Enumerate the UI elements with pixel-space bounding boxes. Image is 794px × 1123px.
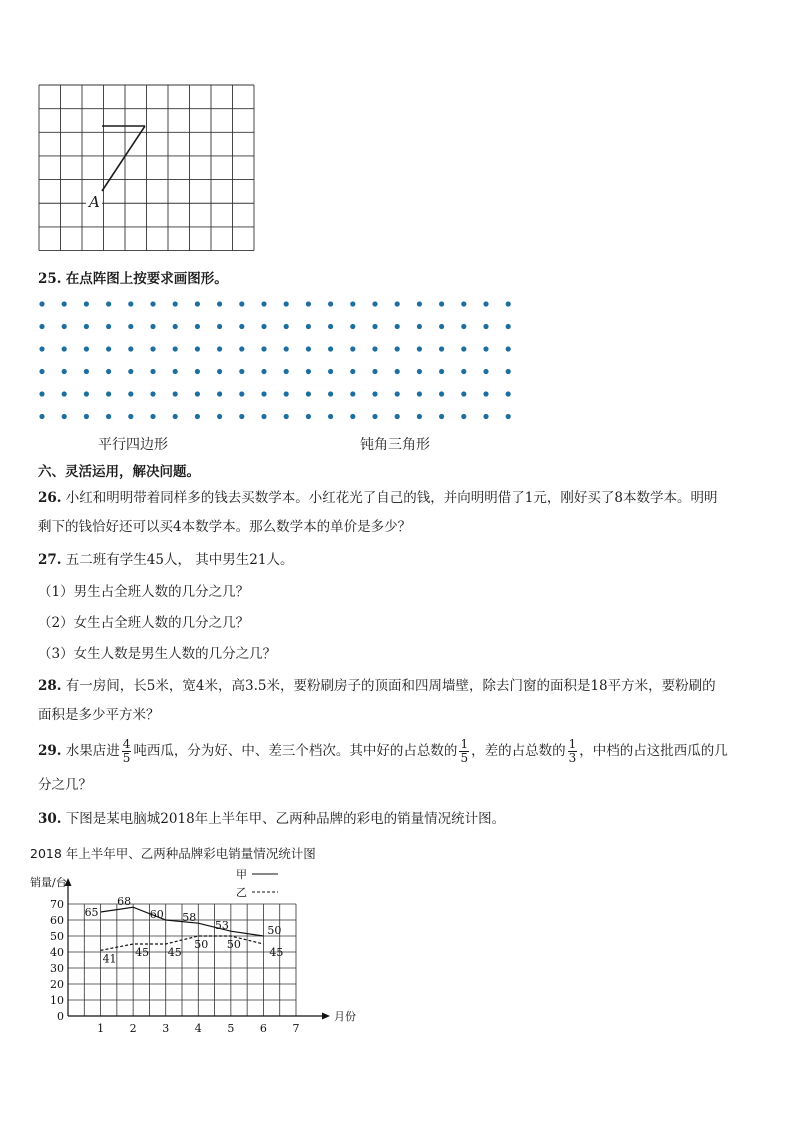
lattice-dot bbox=[128, 414, 133, 419]
lattice-dot bbox=[439, 324, 444, 329]
lattice-dot bbox=[261, 301, 266, 306]
lattice-dot bbox=[173, 369, 178, 374]
data-label: 65 bbox=[84, 906, 99, 919]
legend-label: 甲 bbox=[236, 868, 247, 881]
lattice-dot bbox=[284, 414, 289, 419]
lattice-dot bbox=[306, 369, 311, 374]
lattice-dot bbox=[306, 324, 311, 329]
lattice-dot bbox=[106, 369, 111, 374]
lattice-dot bbox=[106, 324, 111, 329]
lattice-dot bbox=[284, 346, 289, 351]
lattice-dot bbox=[84, 324, 89, 329]
question-27-sub1: （1）男生占全班人数的几分之几？ bbox=[38, 584, 250, 600]
caption-obtuse-triangle: 钝角三角形 bbox=[360, 437, 430, 453]
lattice-dot bbox=[439, 346, 444, 351]
lattice-dot bbox=[150, 414, 155, 419]
lattice-dot bbox=[84, 391, 89, 396]
lattice-dot bbox=[483, 301, 488, 306]
data-label: 60 bbox=[149, 908, 164, 921]
lattice-dot bbox=[150, 346, 155, 351]
lattice-dot bbox=[217, 369, 222, 374]
question-number: 28. bbox=[38, 678, 62, 694]
x-tick-label: 7 bbox=[292, 1022, 300, 1035]
lattice-dot bbox=[417, 369, 422, 374]
lattice-dot bbox=[506, 391, 511, 396]
lattice-dot bbox=[39, 369, 44, 374]
lattice-dot bbox=[461, 346, 466, 351]
lattice-dot bbox=[261, 346, 266, 351]
lattice-dot bbox=[173, 301, 178, 306]
sales-line-chart bbox=[28, 842, 356, 1042]
lattice-dot bbox=[84, 346, 89, 351]
question-29 bbox=[38, 736, 728, 766]
lattice-dot bbox=[261, 414, 266, 419]
fraction-one-third: $\frac{1}{3}$ bbox=[568, 737, 577, 765]
y-tick-label: 40 bbox=[50, 946, 64, 959]
question-27 bbox=[38, 551, 293, 569]
data-label: 53 bbox=[214, 919, 229, 933]
lattice-dot bbox=[62, 324, 67, 329]
fraction-four-fifths: $\frac{4}{5}$ bbox=[122, 737, 131, 765]
question-26-line2: 剩下的钱恰好还可以买4本数学本。那么数学本的单价是多少？ bbox=[38, 519, 412, 535]
x-tick-label: 6 bbox=[259, 1022, 267, 1035]
lattice-dot bbox=[106, 346, 111, 351]
lattice-dot bbox=[461, 414, 466, 419]
chart-title: 2018 年上半年甲、乙两种品牌彩电销量情况统计图 bbox=[30, 846, 316, 861]
fraction-one-fifth: $\frac{1}{5}$ bbox=[460, 737, 469, 765]
lattice-dot bbox=[84, 369, 89, 374]
lattice-dot bbox=[106, 301, 111, 306]
diagonal-segment bbox=[102, 126, 145, 191]
lattice-dot bbox=[483, 391, 488, 396]
lattice-dot bbox=[239, 301, 244, 306]
lattice-dot bbox=[239, 391, 244, 396]
x-tick-label: 1 bbox=[97, 1022, 105, 1035]
lattice-dot bbox=[173, 346, 178, 351]
question-text-part1: 水果店进 bbox=[65, 743, 120, 759]
lattice-dot bbox=[328, 346, 333, 351]
lattice-dot bbox=[417, 346, 422, 351]
lattice-dot bbox=[239, 414, 244, 419]
lattice-dot bbox=[173, 391, 178, 396]
lattice-dot bbox=[195, 301, 200, 306]
question-29-line2: 分之几？ bbox=[38, 777, 92, 793]
caption-parallelogram: 平行四边形 bbox=[98, 437, 168, 453]
lattice-dot bbox=[483, 346, 488, 351]
lattice-dot bbox=[417, 324, 422, 329]
question-25 bbox=[38, 270, 228, 288]
y-tick-label: 50 bbox=[50, 930, 64, 943]
lattice-dot bbox=[506, 414, 511, 419]
question-text: 在点阵图上按要求画图形。 bbox=[65, 271, 228, 287]
question-text-part4: ，中档的占这批西瓜的几 bbox=[579, 743, 728, 759]
question-27-sub3: （3）女生人数是男生人数的几分之几？ bbox=[38, 646, 277, 662]
question-text-line1: 有一房间，长5米，宽4米，高3.5米，要粉刷房子的顶面和四周墙壁，除去门窗的面积是18平方米，要粉刷的 bbox=[65, 678, 716, 694]
lattice-dot bbox=[239, 324, 244, 329]
lattice-dot bbox=[350, 346, 355, 351]
lattice-dot bbox=[284, 391, 289, 396]
question-28 bbox=[38, 677, 716, 695]
y-tick-label: 0 bbox=[57, 1010, 64, 1023]
data-label: 50 bbox=[226, 938, 241, 951]
question-26 bbox=[38, 489, 717, 507]
lattice-dot bbox=[39, 414, 44, 419]
lattice-dot bbox=[62, 301, 67, 306]
lattice-dot bbox=[284, 301, 289, 306]
lattice-dot bbox=[350, 414, 355, 419]
lattice-dot bbox=[217, 391, 222, 396]
lattice-dot bbox=[328, 414, 333, 419]
lattice-dot bbox=[350, 301, 355, 306]
lattice-dot bbox=[439, 301, 444, 306]
lattice-dot bbox=[39, 391, 44, 396]
lattice-dot bbox=[372, 414, 377, 419]
lattice-dot bbox=[350, 324, 355, 329]
question-text-part3: ，差的占总数的 bbox=[471, 743, 566, 759]
lattice-dot bbox=[395, 301, 400, 306]
lattice-dot bbox=[483, 414, 488, 419]
question-27-sub2: （2）女生占全班人数的几分之几？ bbox=[38, 615, 250, 631]
y-tick-label: 20 bbox=[50, 978, 64, 991]
lattice-dot bbox=[461, 301, 466, 306]
lattice-dot bbox=[195, 391, 200, 396]
question-number: 30. bbox=[38, 811, 62, 827]
lattice-dot bbox=[483, 369, 488, 374]
data-label: 68 bbox=[117, 895, 132, 909]
lattice-dot bbox=[84, 301, 89, 306]
y-axis-label: 销量/台 bbox=[30, 876, 67, 889]
data-label: 58 bbox=[182, 911, 197, 925]
x-axis-label: 月份 bbox=[334, 1010, 356, 1023]
lattice-dot bbox=[395, 391, 400, 396]
legend-label: 乙 bbox=[236, 886, 247, 899]
lattice-dot bbox=[461, 391, 466, 396]
lattice-dot bbox=[350, 369, 355, 374]
question-number: 27. bbox=[38, 552, 62, 568]
lattice-dot bbox=[506, 301, 511, 306]
lattice-dot bbox=[328, 324, 333, 329]
data-label: 41 bbox=[102, 952, 117, 966]
square-grid-figure bbox=[38, 84, 258, 256]
data-label: 45 bbox=[167, 946, 182, 959]
lattice-dot bbox=[239, 369, 244, 374]
x-tick-label: 2 bbox=[129, 1022, 137, 1035]
lattice-dot bbox=[417, 414, 422, 419]
lattice-dot bbox=[128, 391, 133, 396]
lattice-dot bbox=[62, 391, 67, 396]
lattice-dot bbox=[395, 414, 400, 419]
data-label: 50 bbox=[194, 938, 209, 951]
y-tick-label: 60 bbox=[50, 914, 64, 927]
lattice-dot bbox=[39, 301, 44, 306]
lattice-dot bbox=[39, 346, 44, 351]
lattice-dot bbox=[239, 346, 244, 351]
lattice-dot bbox=[62, 414, 67, 419]
lattice-dot bbox=[350, 391, 355, 396]
question-text-part2: 吨西瓜，分为好、中、差三个档次。其中好的占总数的 bbox=[133, 743, 458, 759]
dot-lattice bbox=[30, 296, 520, 422]
lattice-dot bbox=[417, 391, 422, 396]
lattice-dot bbox=[195, 414, 200, 419]
question-number: 29. bbox=[38, 743, 62, 759]
y-tick-label: 70 bbox=[50, 898, 64, 911]
lattice-dot bbox=[173, 324, 178, 329]
lattice-dot bbox=[128, 301, 133, 306]
lattice-dot bbox=[261, 324, 266, 329]
lattice-dot bbox=[328, 369, 333, 374]
section-heading: 六、灵活运用，解决问题。 bbox=[38, 464, 200, 480]
lattice-dot bbox=[506, 346, 511, 351]
lattice-dot bbox=[284, 369, 289, 374]
lattice-dot bbox=[306, 301, 311, 306]
lattice-dot bbox=[306, 346, 311, 351]
question-number: 26. bbox=[38, 490, 62, 506]
lattice-dot bbox=[483, 324, 488, 329]
lattice-dot bbox=[306, 414, 311, 419]
question-text-line1: 小红和明明带着同样多的钱去买数学本。小红花光了自己的钱，并向明明借了1元，刚好买了8本数学本。明明 bbox=[65, 490, 718, 506]
x-tick-label: 3 bbox=[162, 1022, 170, 1035]
lattice-dot bbox=[461, 369, 466, 374]
lattice-dot bbox=[461, 324, 466, 329]
lattice-dot bbox=[217, 301, 222, 306]
data-label: 45 bbox=[269, 946, 284, 959]
data-label: 50 bbox=[267, 924, 282, 937]
lattice-dot bbox=[195, 324, 200, 329]
lattice-dot bbox=[395, 346, 400, 351]
lattice-dot bbox=[372, 391, 377, 396]
lattice-dot bbox=[150, 301, 155, 306]
lattice-dot bbox=[372, 324, 377, 329]
lattice-dot bbox=[506, 324, 511, 329]
lattice-dot bbox=[128, 324, 133, 329]
lattice-dot bbox=[173, 414, 178, 419]
lattice-dot bbox=[439, 369, 444, 374]
question-28-line2: 面积是多少平方米？ bbox=[38, 707, 160, 723]
lattice-dot bbox=[328, 391, 333, 396]
lattice-dot bbox=[417, 301, 422, 306]
lattice-dot bbox=[84, 414, 89, 419]
lattice-dot bbox=[372, 346, 377, 351]
lattice-dot bbox=[284, 324, 289, 329]
lattice-dot bbox=[128, 346, 133, 351]
x-tick-label: 4 bbox=[194, 1022, 202, 1035]
lattice-dot bbox=[128, 369, 133, 374]
lattice-dot bbox=[150, 369, 155, 374]
lattice-dot bbox=[62, 346, 67, 351]
lattice-dot bbox=[372, 301, 377, 306]
lattice-dot bbox=[217, 324, 222, 329]
lattice-dot bbox=[506, 369, 511, 374]
data-label: 45 bbox=[135, 946, 150, 959]
question-30 bbox=[38, 810, 505, 828]
x-tick-label: 5 bbox=[227, 1022, 235, 1035]
lattice-dot bbox=[217, 346, 222, 351]
lattice-dot bbox=[106, 414, 111, 419]
lattice-dot bbox=[439, 391, 444, 396]
point-label-a: A bbox=[89, 193, 100, 211]
question-text: 五二班有学生45人， 其中男生21人。 bbox=[65, 552, 294, 568]
lattice-dot bbox=[372, 369, 377, 374]
y-tick-label: 10 bbox=[50, 994, 64, 1007]
question-number: 25. bbox=[38, 271, 62, 287]
y-tick-label: 30 bbox=[50, 962, 64, 975]
lattice-dot bbox=[217, 414, 222, 419]
lattice-dot bbox=[150, 391, 155, 396]
lattice-dot bbox=[395, 369, 400, 374]
lattice-dot bbox=[62, 369, 67, 374]
lattice-dot bbox=[195, 369, 200, 374]
question-text: 下图是某电脑城2018年上半年甲、乙两种品牌的彩电的销量情况统计图。 bbox=[65, 811, 506, 827]
lattice-dot bbox=[150, 324, 155, 329]
lattice-dot bbox=[261, 369, 266, 374]
lattice-dot bbox=[106, 391, 111, 396]
lattice-dot bbox=[328, 301, 333, 306]
x-axis-arrow bbox=[322, 1013, 330, 1020]
lattice-dot bbox=[261, 391, 266, 396]
lattice-dot bbox=[306, 391, 311, 396]
lattice-dot bbox=[195, 346, 200, 351]
lattice-dot bbox=[395, 324, 400, 329]
lattice-dot bbox=[439, 414, 444, 419]
lattice-dot bbox=[39, 324, 44, 329]
